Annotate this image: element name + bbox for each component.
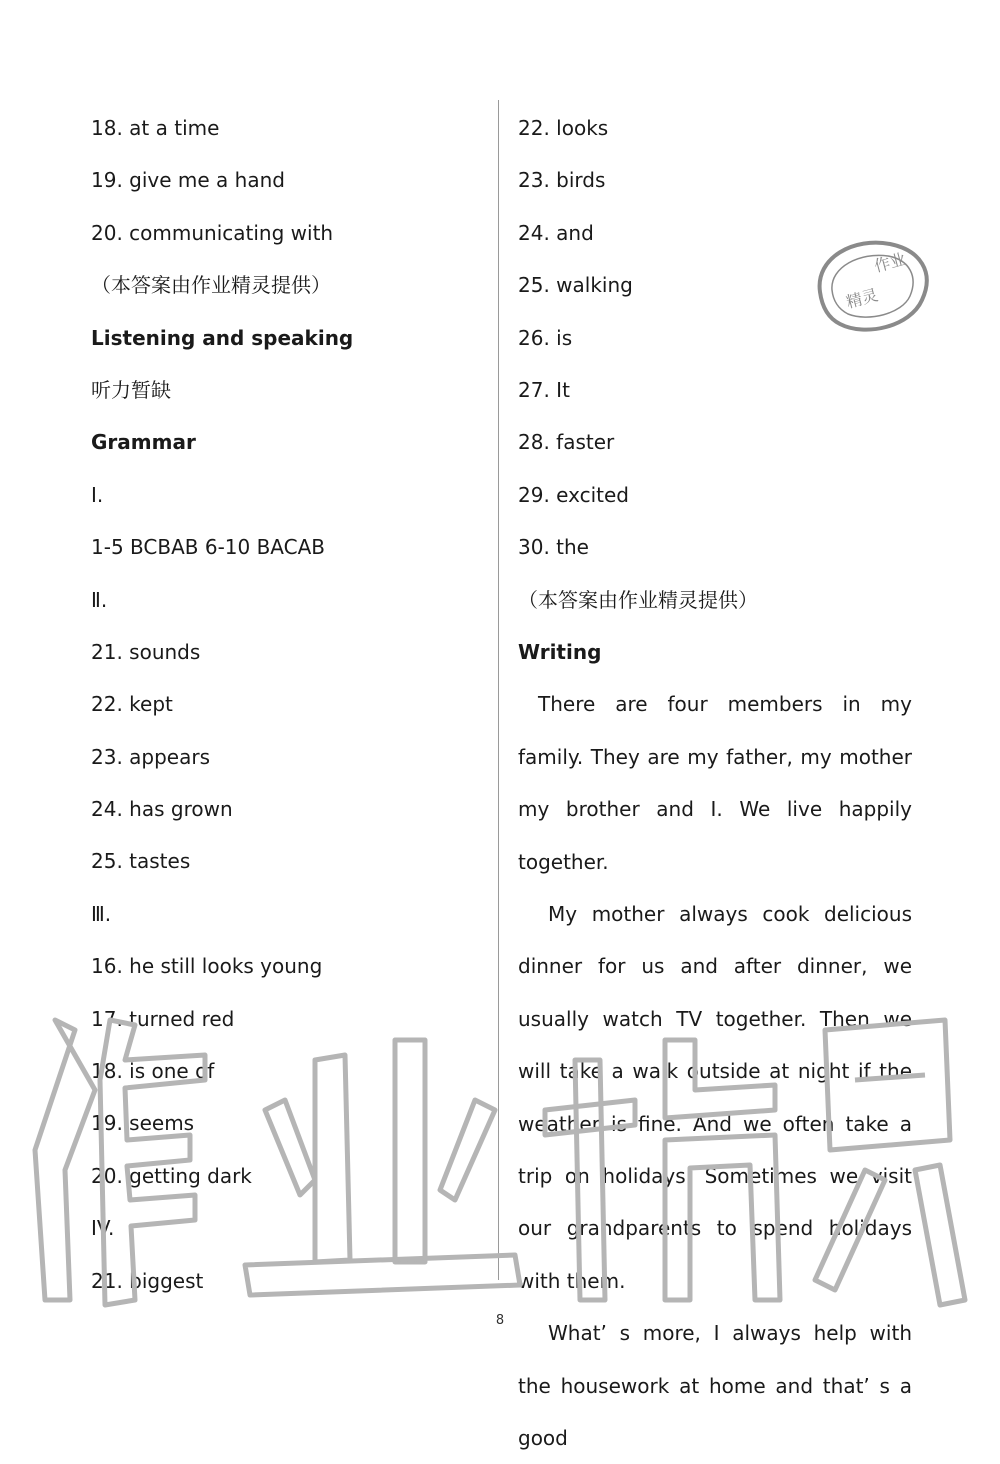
left-answer-line: 21. biggest: [91, 1268, 204, 1293]
left-answer-line: 19. give me a hand: [91, 168, 285, 193]
stamp-logo: [810, 232, 935, 342]
right-answer-line: 26. is: [518, 325, 573, 350]
left-answer-line: 22. kept: [91, 692, 173, 717]
right-answer-line: 27. It: [518, 377, 570, 402]
left-answer-line: 20. getting dark: [91, 1163, 252, 1188]
left-section-heading: Grammar: [91, 430, 196, 455]
left-answer-line: 19. seems: [91, 1111, 195, 1136]
left-answer-line: IV.: [91, 1216, 115, 1241]
left-answer-line: 24. has grown: [91, 797, 233, 822]
left-column: [91, 102, 481, 1307]
right-answer-line: 30. the: [518, 535, 589, 560]
left-section-heading: Listening and speaking: [91, 325, 354, 350]
column-divider: [498, 100, 499, 1280]
left-answer-line: 23. appears: [91, 744, 211, 769]
writing-paragraph-1: There are four members in my family. They are my father, my mother my brother and I. We live happily together.: [518, 692, 912, 874]
right-answer-line: 24. and: [518, 220, 594, 245]
left-answer-line: 18. at a time: [91, 116, 220, 140]
right-answer-line: （本答案由作业精灵提供）: [518, 587, 758, 612]
right-section-heading: Writing: [518, 639, 602, 664]
svg-text:作业: 作业: [872, 249, 908, 276]
left-answer-line: 20. communicating with: [91, 220, 334, 245]
right-answer-line: 23. birds: [518, 168, 606, 193]
right-answer-line: 25. walking: [518, 273, 633, 298]
right-answer-line: 28. faster: [518, 430, 615, 455]
left-answer-line: （本答案由作业精灵提供）: [91, 273, 331, 298]
left-answer-line: Ⅱ.: [91, 587, 108, 612]
left-answer-line: 听力暂缺: [91, 377, 171, 402]
svg-text:精灵: 精灵: [844, 285, 880, 312]
right-answer-line: 22. looks: [518, 116, 609, 140]
left-answer-line: Ⅲ.: [91, 901, 112, 926]
left-answer-line: 17. turned red: [91, 1006, 235, 1031]
right-answer-list: [518, 102, 912, 678]
left-answer-line: 1-5 BCBAB 6-10 BACAB: [91, 535, 326, 560]
left-answer-line: 25. tastes: [91, 849, 191, 874]
left-answer-line: 16. he still looks young: [91, 954, 323, 979]
left-answer-line: I.: [91, 482, 104, 507]
left-answer-line: 18. is one of: [91, 1059, 215, 1084]
page-number: 8: [495, 1313, 505, 1328]
writing-paragraph-2: My mother always cook delicious dinner for us and after dinner, we usually watch TV together. Then we will take a walk outside at night if the weather is fine. And we often take a trip on holidays. Sometimes we visit our grandparents to spend holidays with them.: [518, 901, 912, 1293]
left-answer-line: 21. sounds: [91, 639, 201, 664]
right-answer-line: 29. excited: [518, 482, 629, 507]
writing-paragraph-3: What’ s more, I always help with the housework at home and that’ s a good: [518, 1321, 912, 1450]
